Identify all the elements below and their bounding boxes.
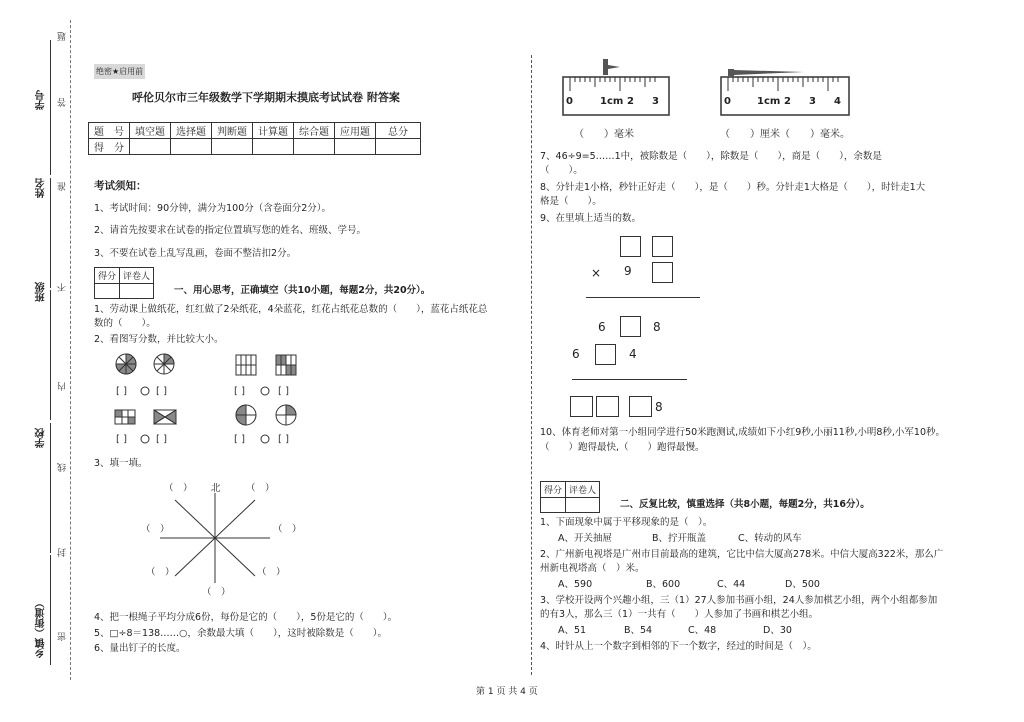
score-header-cell: 判断题 [212, 123, 253, 139]
score-header-cell: 填空题 [130, 123, 171, 139]
choice-option[interactable]: A、51 [558, 625, 587, 636]
score-header-cell: 综合题 [294, 123, 335, 139]
svg-text:[ ]: [ ] [156, 434, 167, 445]
question-3: 3、填一填。 [94, 458, 148, 469]
compass-blank-nw[interactable]: （ ） [164, 483, 193, 494]
svg-text:[ ]: [ ] [234, 386, 245, 397]
compass-blank-w[interactable]: （ ） [141, 524, 170, 535]
ruler-tick-label: 1cm [757, 96, 781, 107]
choice-question-4: 4、时针从上一个数字到相邻的下一个数字，经过的时间是（ ）。 [540, 641, 817, 652]
ruler-tick-label: 3 [652, 96, 659, 107]
ruler-tick-label: 2 [627, 96, 634, 107]
choice-question-3-cont: 的有3人，那么三（1）一共有（ ）人参加了书画和棋艺小组。 [540, 609, 819, 620]
cut-mark: 封 [58, 548, 68, 557]
fraction-circle-figure [276, 405, 296, 425]
choice-option[interactable]: A、开关抽屉 [558, 533, 612, 544]
score-table [88, 122, 421, 155]
compass-blank-se[interactable]: （ ） [257, 567, 286, 578]
question-1-cont: 数的（ ）。 [94, 318, 156, 329]
town-label: 乡镇（街道） [36, 598, 47, 658]
cut-mark: 答 [58, 98, 68, 107]
digit: 8 [655, 400, 663, 414]
notes-heading: 考试须知： [94, 180, 147, 192]
page-title: 呼伦贝尔市三年级数学下学期期末摸底考试试卷 附答案 [132, 91, 400, 104]
result-line [586, 297, 700, 298]
student-id-label: 学号 [36, 90, 47, 110]
choice-question-3: 3、学校开设两个兴趣小组，三（1）27人参加书画小组，24人参加棋艺小组，两个小组都参加 [540, 595, 938, 606]
grader-reviewer-cell[interactable] [566, 498, 600, 513]
result-line [572, 379, 687, 380]
digit: 9 [624, 264, 632, 278]
choice-option[interactable]: B、拧开瓶盖 [652, 533, 707, 544]
fraction-circle-figure [236, 405, 256, 425]
cut-mark: 密 [58, 632, 68, 641]
fraction-circle-figure [154, 354, 174, 374]
svg-text:[ ]: [ ] [116, 386, 127, 397]
town-underline [50, 555, 51, 665]
score-cell[interactable] [212, 139, 253, 155]
answer-box[interactable] [620, 236, 641, 257]
digit: 6 [572, 347, 580, 361]
grader-score-label: 得分 [541, 482, 566, 498]
score-row-label: 得 分 [89, 139, 130, 155]
ruler-tick-label: 0 [566, 96, 573, 107]
cut-mark: 线 [58, 463, 68, 472]
compass-blank-ne[interactable]: （ ） [246, 483, 275, 494]
ruler-tick-label: 0 [724, 96, 731, 107]
answer-box[interactable] [596, 396, 619, 417]
digit: 4 [629, 347, 637, 361]
cut-mark: 题 [58, 32, 68, 41]
score-cell[interactable] [335, 139, 376, 155]
choice-option[interactable]: D、500 [785, 579, 820, 590]
question-4: 4、把一根绳子平均分成6份，每份是它的（ ），5份是它的（ ）。 [94, 612, 398, 623]
svg-text:[ ]: [ ] [234, 434, 245, 445]
score-cell[interactable] [376, 139, 421, 155]
question-8: 8、分针走1小格，秒针正好走（ ），是（ ）秒。分针走1大格是（ ），时针走1大 [540, 182, 926, 193]
question-10-cont: （ ）跑得最快,（ ）跑得最慢。 [540, 442, 705, 453]
ruler-tick-label: 4 [834, 96, 841, 107]
compass-blank-e[interactable]: （ ） [273, 524, 302, 535]
score-cell[interactable] [294, 139, 335, 155]
ruler-answer-1: （ ）毫米 [574, 129, 634, 140]
choice-option[interactable]: B、600 [646, 579, 681, 590]
fraction-figures [108, 350, 318, 450]
answer-box[interactable] [629, 396, 652, 417]
cut-mark: 不 [58, 283, 68, 292]
choice-question-2-cont: 州新电视塔高（ ）米。 [540, 563, 645, 574]
choice-option[interactable]: B、54 [624, 625, 653, 636]
question-8-cont: 格是（ ）。 [540, 196, 602, 207]
note-item: 3、不要在试卷上乱写乱画，卷面不整洁扣2分。 [94, 248, 297, 259]
choice-option[interactable]: C、转动的风车 [738, 533, 802, 544]
grader-reviewer-cell[interactable] [120, 284, 154, 299]
fraction-grid-figure [276, 355, 296, 375]
score-cell[interactable] [253, 139, 294, 155]
choice-option[interactable]: C、44 [717, 579, 746, 590]
svg-text:[ ]: [ ] [116, 434, 127, 445]
answer-box[interactable] [595, 344, 616, 365]
grader-score-label: 得分 [95, 268, 120, 284]
compass-blank-s[interactable]: （ ） [202, 587, 231, 598]
ruler-tick-label: 2 [784, 96, 791, 107]
answer-box[interactable] [570, 396, 593, 417]
score-cell[interactable] [171, 139, 212, 155]
fraction-diamond-figure [154, 410, 176, 424]
grader-box [94, 267, 154, 299]
fraction-grid-figure [236, 355, 256, 375]
ruler-tick-label: 1cm [600, 96, 624, 107]
question-2: 2、看图写分数，并比较大小。 [94, 334, 224, 345]
name-label: 姓名 [36, 178, 47, 198]
question-7-cont: （ ）。 [540, 165, 583, 176]
score-header-cell: 题 号 [89, 123, 130, 139]
svg-text:[ ]: [ ] [156, 386, 167, 397]
secret-stamp: 绝密★启用前 [94, 64, 145, 79]
cut-mark: 内 [58, 382, 68, 391]
choice-option[interactable]: C、48 [688, 625, 717, 636]
question-10: 10、体育老师对第一小组同学进行50米跑测试,成绩如下小红9秒,小丽11秒,小明8秒,小军10秒。 [540, 427, 946, 438]
grader-reviewer-label: 评卷人 [566, 482, 600, 498]
page-number: 第 1 页 共 4 页 [476, 687, 538, 697]
grader-reviewer-label: 评卷人 [120, 268, 154, 284]
grader-score-cell[interactable] [95, 284, 120, 299]
compass-north-label: 北 [211, 483, 221, 494]
score-header-cell: 计算题 [253, 123, 294, 139]
grader-box [540, 481, 600, 513]
note-item: 2、请首先按要求在试卷的指定位置填写您的姓名、班级、学号。 [94, 225, 367, 236]
svg-text:[ ]: [ ] [278, 434, 289, 445]
question-1: 1、劳动课上做纸花，红红做了2朵纸花，4朵蓝花，红花占纸花总数的（ ），蓝花占纸花总 [94, 304, 488, 315]
score-header-cell: 应用题 [335, 123, 376, 139]
score-header-cell: 选择题 [171, 123, 212, 139]
note-item: 1、考试时间：90分钟，满分为100分（含卷面分2分）。 [94, 203, 332, 214]
question-6: 6、量出钉子的长度。 [94, 643, 186, 654]
binding-cut-line [70, 20, 71, 680]
question-9: 9、在里填上适当的数。 [540, 213, 642, 224]
digit: 8 [653, 320, 661, 334]
class-label: 班级 [36, 282, 47, 302]
section2-title: 二、反复比较，慎重选择（共8小题，每题2分，共16分）。 [620, 499, 870, 510]
choice-question-1: 1、下面现象中属于平移现象的是（ ）。 [540, 517, 713, 528]
choice-option[interactable]: A、590 [558, 579, 593, 590]
choice-option[interactable]: D、30 [763, 625, 792, 636]
question-7: 7、46÷9=5……1中，被除数是（ ），除数是（ ），商是（ ），余数是 [540, 151, 882, 162]
grader-score-cell[interactable] [541, 498, 566, 513]
choice-question-2: 2、广州新电视塔是广州市目前最高的建筑，它比中信大厦高278米。中信大厦高322米，那么广 [540, 549, 944, 560]
answer-box[interactable] [652, 262, 673, 283]
answer-box[interactable] [652, 236, 673, 257]
ruler-answer-2: （ ）厘米（ ）毫米。 [720, 129, 850, 140]
section1-title: 一、用心思考，正确填空（共10小题，每题2分，共20分）。 [174, 285, 431, 296]
class-underline [50, 290, 51, 420]
fraction-grid-figure [115, 410, 135, 424]
digit: 6 [598, 320, 606, 334]
cut-mark: 准 [58, 182, 68, 191]
id-underline [50, 40, 51, 175]
multiply-sign: × [591, 266, 602, 280]
score-cell[interactable] [130, 139, 171, 155]
question-5: 5、□÷8＝138……○，余数最大填（ ），这时被除数是（ ）。 [94, 628, 387, 639]
answer-box[interactable] [620, 316, 641, 337]
compass-blank-sw[interactable]: （ ） [146, 567, 175, 578]
school-underline [50, 423, 51, 553]
column-divider [531, 55, 532, 675]
svg-text:[ ]: [ ] [278, 386, 289, 397]
school-label: 学校 [36, 428, 47, 448]
ruler-tick-label: 3 [809, 96, 816, 107]
name-underline [50, 178, 51, 288]
score-header-cell: 总分 [376, 123, 421, 139]
fraction-circle-figure [116, 354, 136, 374]
